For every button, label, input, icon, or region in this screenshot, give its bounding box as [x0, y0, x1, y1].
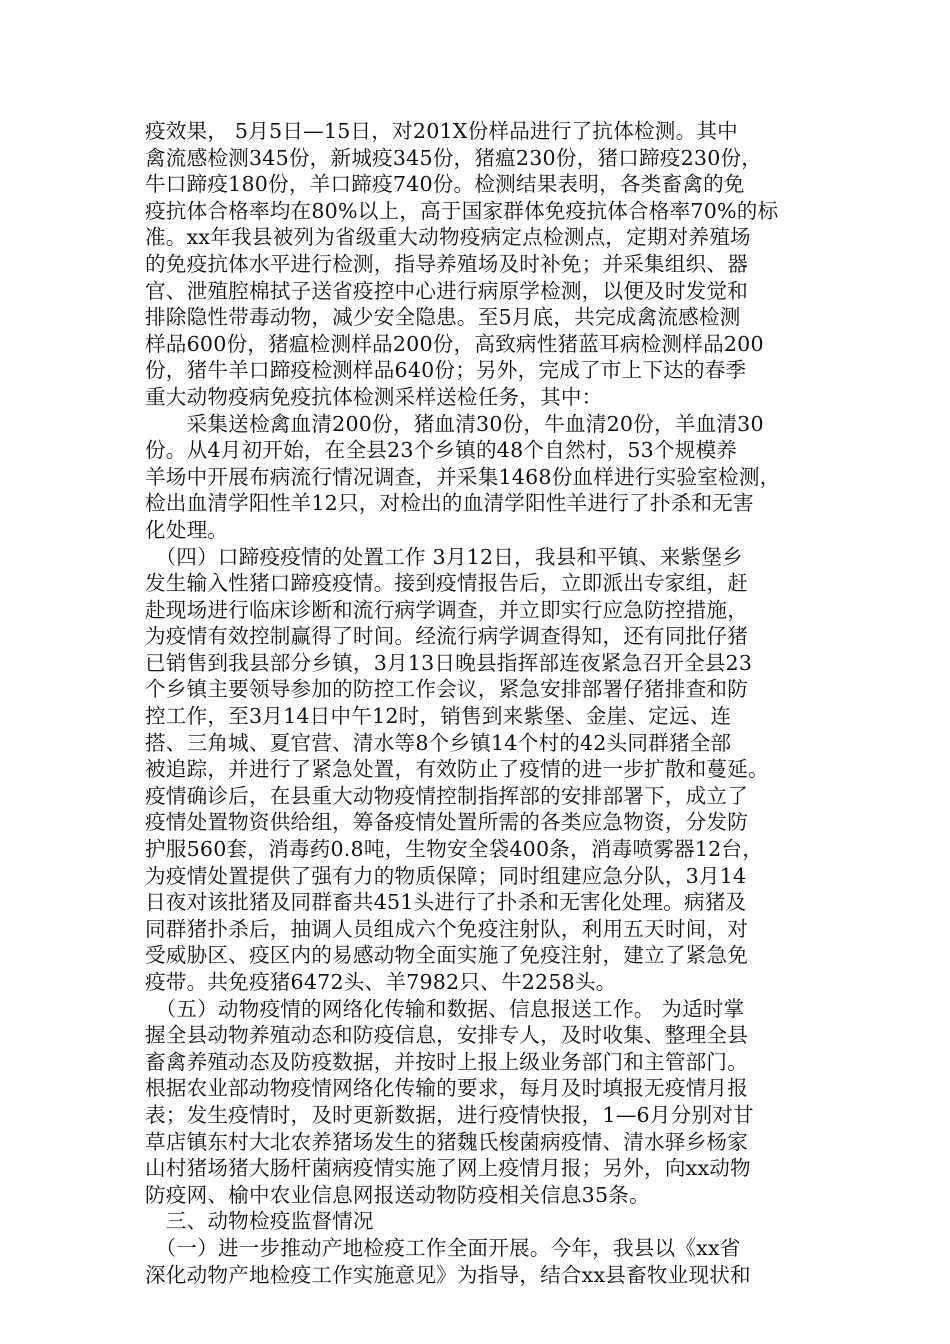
text-line: 山村猪场猪大肠杆菌病疫情实施了网上疫情月报；另外，向xx动物: [145, 1156, 751, 1181]
text-line: 准。xx年我县被列为省级重大动物疫病定点检测点，定期对养殖场: [145, 225, 751, 250]
text-line: 赴现场进行临床诊断和流行病学调查，并立即实行应急防控措施，: [145, 597, 749, 622]
text-line: 控工作，至3月14日中午12时，销售到来紫堡、金崖、定远、连: [145, 704, 732, 729]
text-line: （四）口蹄疫疫情的处置工作 3月12日，我县和平镇、来紫堡乡: [145, 544, 743, 569]
text-line: 日夜对该批猪及同群畜共451头进行了扑杀和无害化处理。病猪及: [145, 890, 747, 915]
text-line: 禽流感检测345份，新城疫345份，猪瘟230份，猪口蹄疫230份，: [145, 145, 763, 170]
text-line: 深化动物产地检疫工作实施意见》为指导，结合xx县畜牧业现状和: [145, 1262, 751, 1287]
text-line: 受威胁区、疫区内的易感动物全面实施了免疫注射，建立了紧急免: [145, 943, 749, 968]
text-line: 重大动物疫病免疫抗体检测采样送检任务，其中：: [145, 384, 603, 409]
text-line: 表；发生疫情时，及时更新数据，进行疫情快报，1—6月分别对甘: [145, 1102, 754, 1127]
text-line: 化处理。: [145, 517, 229, 542]
text-line: 份，猪牛羊口蹄疫检测样品640份；另外，完成了市上下达的春季: [145, 358, 747, 383]
text-line: 为疫情处置提供了强有力的物质保障；同时组建应急分队，3月14: [145, 863, 747, 888]
text-line: 握全县动物养殖动态和防疫信息，安排专人，及时收集、整理全县: [145, 1023, 749, 1048]
text-line: 畜禽养殖动态及防疫数据，并按时上报上级业务部门和主管部门。: [145, 1049, 749, 1074]
text-line: 疫情确诊后，在县重大动物疫情控制指挥部的安排部署下，成立了: [145, 783, 749, 808]
text-line: 份。从4月初开始，在全县23个乡镇的48个自然村，53个规模养: [145, 438, 738, 463]
text-line: 官、泄殖腔棉拭子送省疫控中心进行病原学检测，以便及时发觉和: [145, 278, 749, 303]
text-line: 采集送检禽血清200份，猪血清30份，牛血清20份，羊血清30: [145, 411, 764, 436]
text-line: 牛口蹄疫180份，羊口蹄疫740份。检测结果表明，各类畜禽的免: [145, 172, 745, 197]
text-line: 护服560套，消毒药0.8吨，生物安全袋400条，消毒喷雾器12台，: [145, 837, 764, 862]
text-line: 样品600份，猪瘟检测样品200份，高致病性猪蓝耳病检测样品200: [145, 331, 764, 356]
text-line: （一）进一步推动产地检疫工作全面开展。今年，我县以《xx省: [145, 1235, 741, 1260]
text-line: 为疫情有效控制赢得了时间。经流行病学调查得知，还有同批仔猪: [145, 624, 749, 649]
text-line: 疫抗体合格率均在80%以上，高于国家群体免疫抗体合格率70%的标: [145, 198, 779, 223]
text-line: 搭、三角城、夏官营、清水等8个乡镇14个村的42头同群猪全部: [145, 730, 732, 755]
text-line: 检出血清学阳性羊12只，对检出的血清学阳性羊进行了扑杀和无害: [145, 491, 754, 516]
text-line: （五）动物疫情的网络化传输和数据、信息报送工作。 为适时掌: [145, 996, 745, 1021]
text-line: 已销售到我县部分乡镇，3月13日晚县指挥部连夜紧急召开全县23: [145, 650, 753, 675]
body-text: [145, 118, 817, 1288]
text-line: 发生输入性猪口蹄疫疫情。接到疫情报告后，立即派出专家组，赶: [145, 571, 749, 596]
text-line: 疫效果， 5月5日—15日，对201X份样品进行了抗体检测。其中: [145, 119, 738, 143]
text-line: 疫带。共免疫猪6472头、羊7982只、牛2258头。: [145, 970, 617, 994]
text-line: 防疫网、榆中农业信息网报送动物防疫相关信息35条。: [145, 1182, 650, 1207]
text-line: 草店镇东村大北农养猪场发生的猪魏氏梭菌病疫情、清水驿乡杨家: [145, 1129, 749, 1154]
text-line: 同群猪扑杀后，抽调人员组成六个免疫注射队，利用五天时间，对: [145, 916, 749, 941]
text-line: 三、动物检疫监督情况: [145, 1209, 374, 1234]
text-line: 排除隐性带毒动物，减少安全隐患。至5月底，共完成禽流感检测: [145, 305, 741, 330]
text-line: 被追踪，并进行了紧急处置，有效防止了疫情的进一步扩散和蔓延。: [145, 757, 769, 782]
text-line: 个乡镇主要领导参加的防控工作会议，紧急安排部署仔猪排查和防: [145, 677, 749, 702]
text-line: 疫情处置物资供给组，筹备疫情处置所需的各类应急物资，分发防: [145, 810, 749, 835]
text-line: 羊场中开展布病流行情况调查，并采集1468份血样进行实验室检测，: [145, 464, 781, 489]
text-line: 根据农业部动物疫情网络化传输的要求，每月及时填报无疫情月报: [145, 1076, 749, 1101]
text-line: 的免疫抗体水平进行检测，指导养殖场及时补免；并采集组织、器: [145, 251, 749, 276]
